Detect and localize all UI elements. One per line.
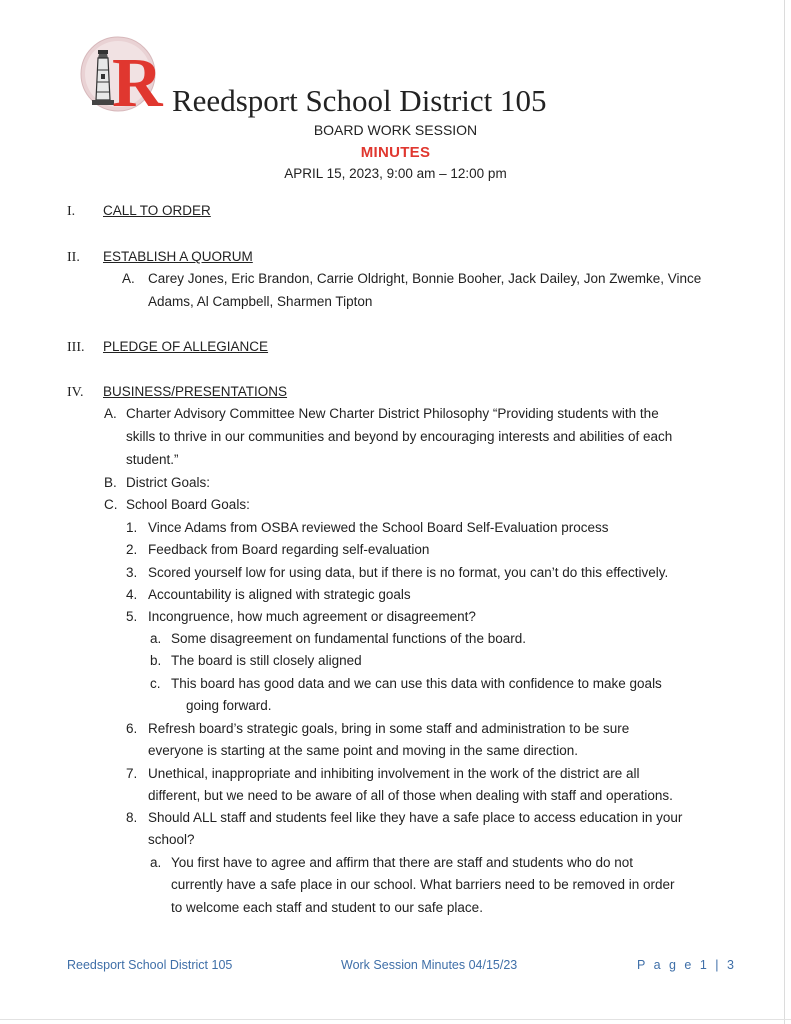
footer-page-number: P a g e 1 | 3 [637,958,737,972]
school-board-goals: School Board Goals: [126,497,250,512]
district-name: Reedsport School District 105 [172,83,547,118]
sub-list-letter: c. [150,676,161,691]
lighthouse-logo-icon [78,34,168,116]
sub-list-item: going forward. [186,698,272,713]
section-heading: BUSINESS/PRESENTATIONS [103,384,288,399]
sub-list-item: Some disagreement on fundamental functions of the board. [171,631,526,646]
sub-list-item: The board is still closely aligned [171,653,362,668]
quorum-line: Adams, Al Campbell, Sharmen Tipton [148,294,373,309]
section-heading: CALL TO ORDER [103,203,211,218]
logo-letter: R [112,45,163,116]
philosophy-line: skills to thrive in our communities and beyond by encouraging interests and abilities of each [126,429,673,444]
philosophy-line: Charter Advisory Committee New Charter District Philosophy “Providing students with the [126,406,659,421]
section-pledge [67,339,268,356]
page-bottom-edge [0,1019,791,1020]
philosophy-line: student.” [126,452,179,467]
list-number: 3. [126,565,138,580]
item-label: C. [104,497,118,512]
list-item: everyone is starting at the same point and moving in the same direction. [148,743,578,758]
sub-list-letter: a. [150,631,162,646]
sub-list-letter: b. [150,653,162,668]
sub-list-item: to welcome each staff and student to our safe place. [171,900,483,915]
section-number: III. [67,340,85,355]
list-number: 5. [126,609,138,624]
sub-list-item: currently have a safe place in our school. What barriers need to be removed in order [171,877,675,892]
district-goals: District Goals: [126,475,211,490]
list-item: different, but we need to be aware of all of those when dealing with staff and operations. [148,788,673,803]
sub-list-item: This board has good data and we can use this data with confidence to make goals [171,676,662,691]
section-quorum [67,249,253,266]
list-number: 7. [126,766,138,781]
footer-district: Reedsport School District 105 [67,958,233,972]
list-number: 8. [126,810,138,825]
section-call-to-order [67,203,211,220]
section-number: IV. [67,385,84,400]
footer-title: Work Session Minutes 04/15/23 [341,958,518,972]
session-title: BOARD WORK SESSION [313,122,478,138]
list-item: Unethical, inappropriate and inhibiting involvement in the work of the district are all [148,766,640,781]
list-item: Incongruence, how much agreement or disagreement? [148,609,476,624]
quorum-label: A. [122,271,135,286]
quorum-line: Carey Jones, Eric Brandon, Carrie Oldright, Bonnie Booher, Jack Dailey, Jon Zwemke, Vince [148,271,702,286]
list-item: Vince Adams from OSBA reviewed the School Board Self-Evaluation process [148,520,609,535]
list-item: Scored yourself low for using data, but if there is no format, you can’t do this effectively. [148,565,669,580]
list-item: school? [148,832,195,847]
section-number: II. [67,250,80,265]
list-item: Accountability is aligned with strategic goals [148,587,411,602]
section-business [67,384,287,401]
section-heading: ESTABLISH A QUORUM [103,249,253,264]
list-number: 4. [126,587,138,602]
list-number: 6. [126,721,138,736]
list-number: 1. [126,520,138,535]
sub-list-item: You first have to agree and affirm that there are staff and students who do not [171,855,634,870]
list-number: 2. [126,542,138,557]
list-item: Refresh board’s strategic goals, bring in some staff and administration to be sure [148,721,630,736]
item-label: B. [104,475,117,490]
sub-list-letter: a. [150,855,162,870]
district-logo [78,34,168,116]
list-item: Feedback from Board regarding self-evaluation [148,542,430,557]
section-heading: PLEDGE OF ALLEGIANCE [103,339,269,354]
list-item: Should ALL staff and students feel like they have a safe place to access education in your [148,810,683,825]
document-type: MINUTES [360,144,431,161]
section-number: I. [67,204,76,219]
meeting-date: APRIL 15, 2023, 9:00 am – 12:00 pm [284,166,507,181]
item-label: A. [104,406,117,421]
